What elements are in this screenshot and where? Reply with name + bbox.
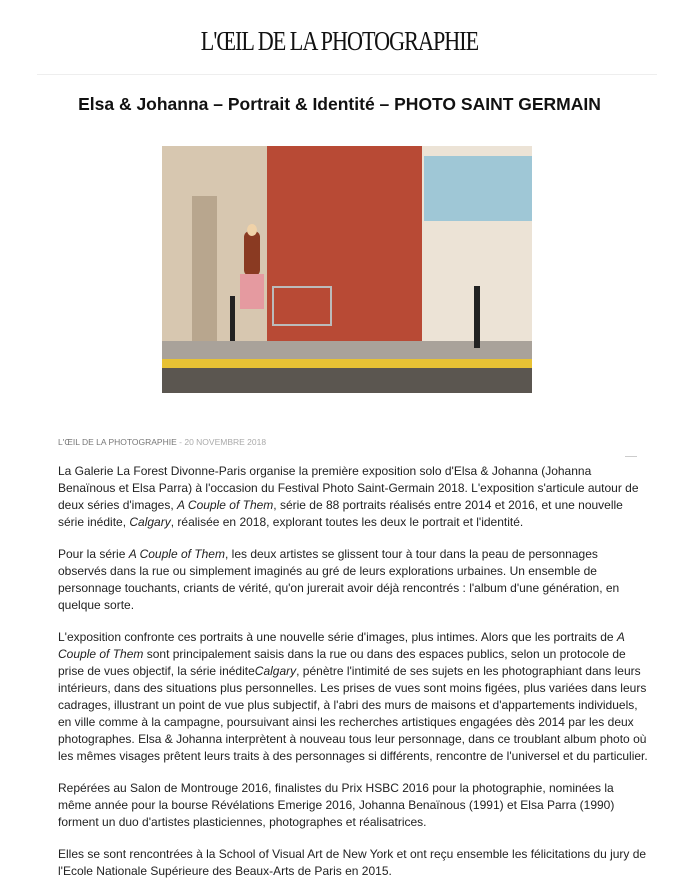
paragraph-text: L'exposition confronte ces portraits à une nouvelle série d'images, plus intimes. Alors que les portraits de — [58, 630, 617, 644]
article-paragraph — [58, 846, 648, 880]
paragraph-text: Pour la série — [58, 547, 129, 561]
paragraph-text: Repérées au Salon de Montrouge 2016, finalistes du Prix HSBC 2016 pour la photographie, nominées la même année pour la bourse Révélations Emerige 2016, Johanna Benaïnous (1991) et Elsa Parra (1990) forment un duo d'artistes plasticiennes, photographes et réalisatrices. — [58, 781, 615, 829]
italic-title: A Couple of Them — [128, 547, 225, 561]
header-divider — [37, 74, 657, 75]
paragraph-text: , pénètre l'intimité de ses sujets en les photographiant dans leurs intérieurs, dans des situations plus personnelles. Les prises de vues sont moins figées, plus variées dans leurs cadrages, illustrant un point de vue plus subjectif, à l'abri des murs de maisons et d'appartements individuels, en ville comme à la campagne, poursuivant ainsi les recherches artistiques engagées dès 2014 par les deux photographes. Elsa & Johanna interprètent à nouveau tous leur personnage, dans ce troublant album photo où les mêmes visages prêtent leurs traits à des personnages si différents, rencontre de l'universel et du particulier. — [58, 664, 648, 763]
paragraph-text: , réalisée en 2018, explorant toutes les deux le portrait et l'identité. — [170, 515, 524, 529]
paragraph-text: sont principalement saisis dans la rue ou dans des espaces publics, selon un protocole de prise de vues objectif, la série inédite — [58, 647, 626, 678]
italic-title: A Couple of Them — [177, 498, 274, 512]
paragraph-text: La Galerie La Forest Divonne-Paris organise la première exposition solo d'Elsa & Johanna (Johanna Benaïnous et Elsa Parra) à l'occasion du Festival Photo Saint-Germain 2018. L'exposition s'articule autour de deux séries d'images, — [58, 464, 639, 512]
article-photo — [162, 146, 532, 393]
article-body — [58, 463, 648, 895]
italic-title: Calgary — [254, 664, 297, 678]
article-paragraph — [58, 546, 648, 614]
paragraph-text: Elles se sont rencontrées à la School of Visual Art de New York et ont reçu ensemble les félicitations du jury de l'Ecole Nationale Supérieure des Beaux-Arts de Paris en 2015. — [58, 847, 647, 878]
meta-separator: - — [176, 437, 185, 447]
article-paragraph — [58, 780, 648, 831]
paragraph-text: , série de 88 portraits réalisés entre 2014 et 2016, et une nouvelle série inédite, — [58, 498, 623, 529]
article-title: Elsa & Johanna – Portrait & Identité – PHOTO SAINT GERMAIN — [78, 94, 601, 114]
italic-title: Calgary — [129, 515, 171, 529]
article-paragraph — [58, 463, 648, 531]
share-dash — [625, 456, 637, 457]
article-paragraph — [58, 629, 648, 765]
article-author[interactable]: L'ŒIL DE LA PHOTOGRAPHIE — [58, 437, 177, 447]
site-logo[interactable]: L'ŒIL DE LA PHOTOGRAPHIE — [200, 26, 479, 56]
article-date: 20 NOVEMBRE 2018 — [184, 437, 267, 447]
article-meta — [58, 437, 266, 447]
paragraph-text: , les deux artistes se glissent tour à tour dans la peau de personnages observés dans la rue ou simplement imaginés au gré de leurs explorations urbaines. Un ensemble de personnage touchants, criants de vérité, qu'on jurerait avoir déjà rencontrés : l'album d'une génération, en quelque sorte. — [58, 547, 620, 612]
italic-title: A Couple of Them — [58, 630, 625, 661]
